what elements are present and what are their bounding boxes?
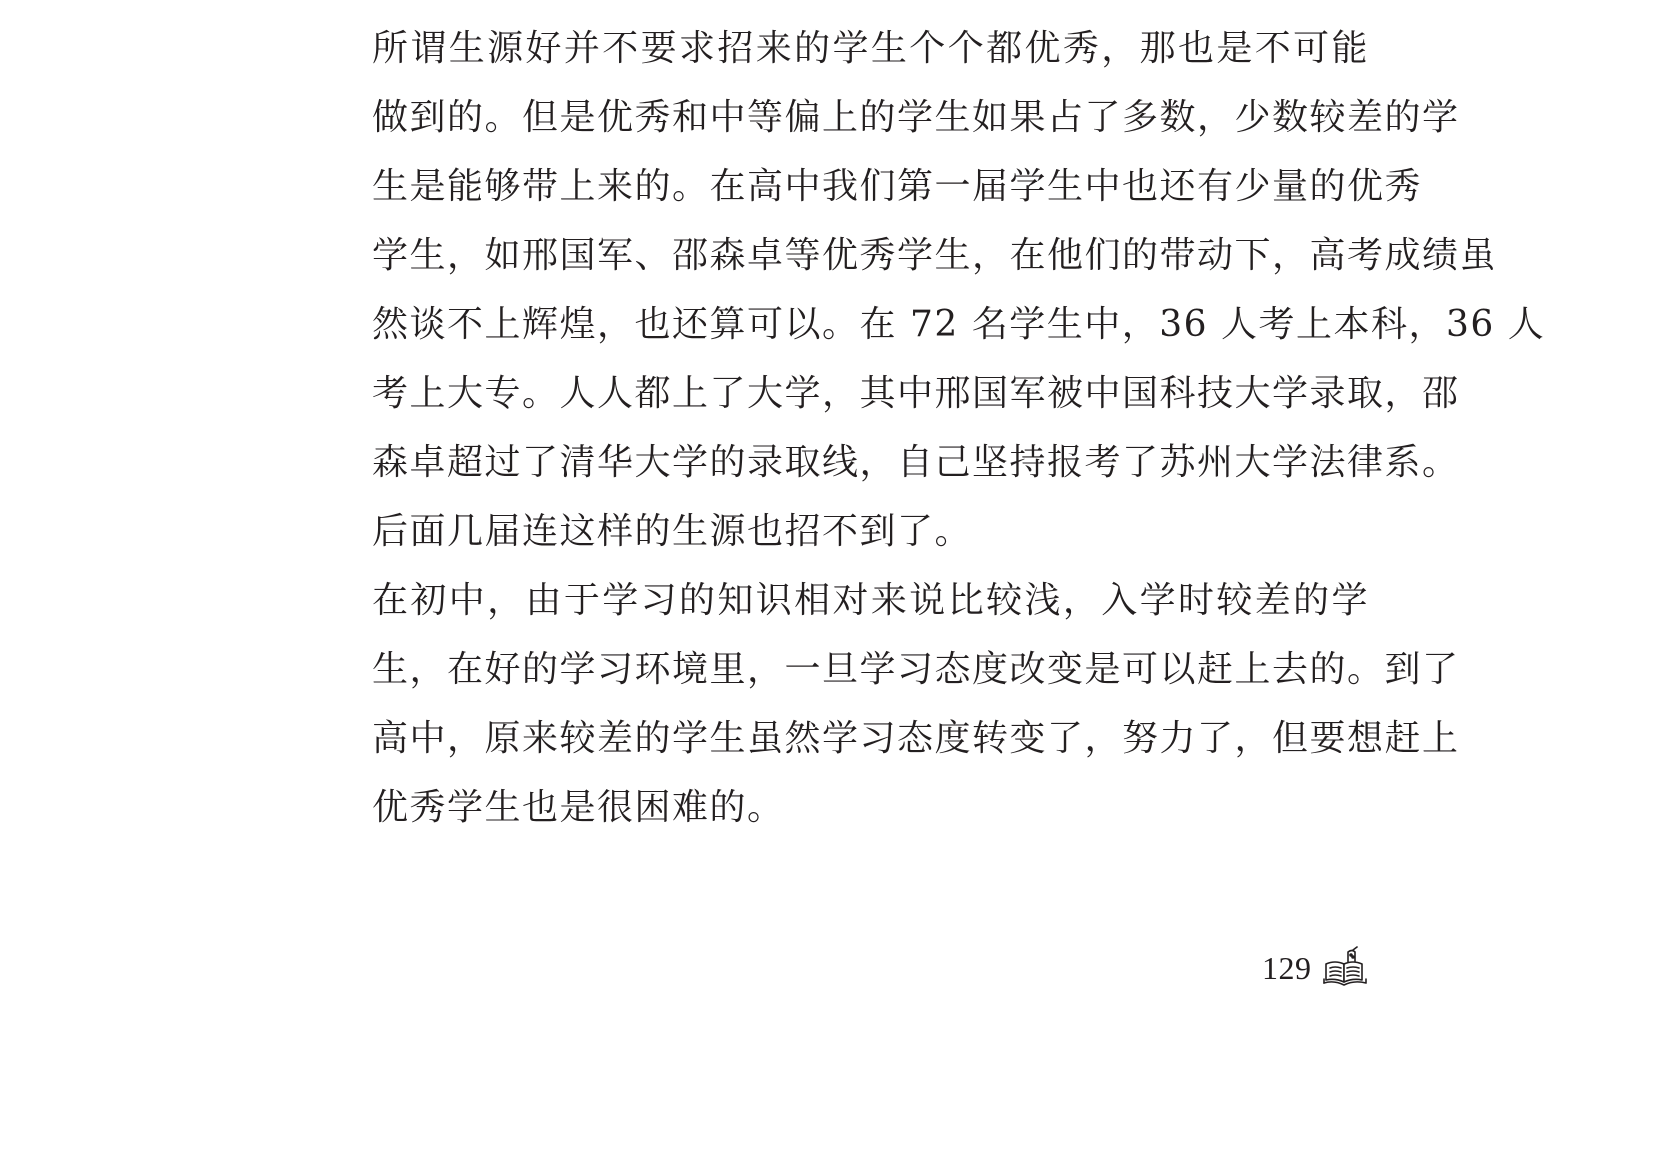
body-text: [296, 14, 1546, 842]
text-line: 高中，原来较差的学生虽然学习态度转变了，努力了，但要想赶上: [372, 718, 1460, 759]
paragraph-1: [296, 14, 1546, 566]
text-line: 森卓超过了清华大学的录取线，自己坚持报考了苏州大学法律系。: [372, 442, 1460, 483]
text-line: 做到的。但是优秀和中等偏上的学生如果占了多数，少数较差的学: [372, 97, 1460, 138]
text-line: 考上大专。人人都上了大学，其中邢国军被中国科技大学录取，邵: [372, 373, 1460, 414]
paragraph-2: [296, 566, 1460, 842]
text-line: 学生，如邢国军、邵森卓等优秀学生，在他们的带动下，高考成绩虽: [372, 235, 1498, 276]
text-line: 生，在好的学习环境里，一旦学习态度改变是可以赶上去的。到了: [372, 649, 1460, 690]
page-number: 129: [1262, 949, 1312, 986]
page-footer: [1262, 944, 1368, 992]
open-book-icon: [1322, 946, 1368, 990]
text-line: 后面几届连这样的生源也招不到了。: [372, 511, 973, 552]
text-line: 优秀学生也是很困难的。: [372, 787, 785, 828]
text-line: 然谈不上辉煌，也还算可以。在 72 名学生中，36 人考上本科，36 人: [372, 304, 1546, 345]
text-line: 生是能够带上来的。在高中我们第一届学生中也还有少量的优秀: [372, 166, 1423, 207]
text-line: 所谓生源好并不要求招来的学生个个都优秀，那也是不可能: [372, 28, 1369, 69]
text-line: 在初中，由于学习的知识相对来说比较浅，入学时较差的学: [372, 580, 1369, 621]
